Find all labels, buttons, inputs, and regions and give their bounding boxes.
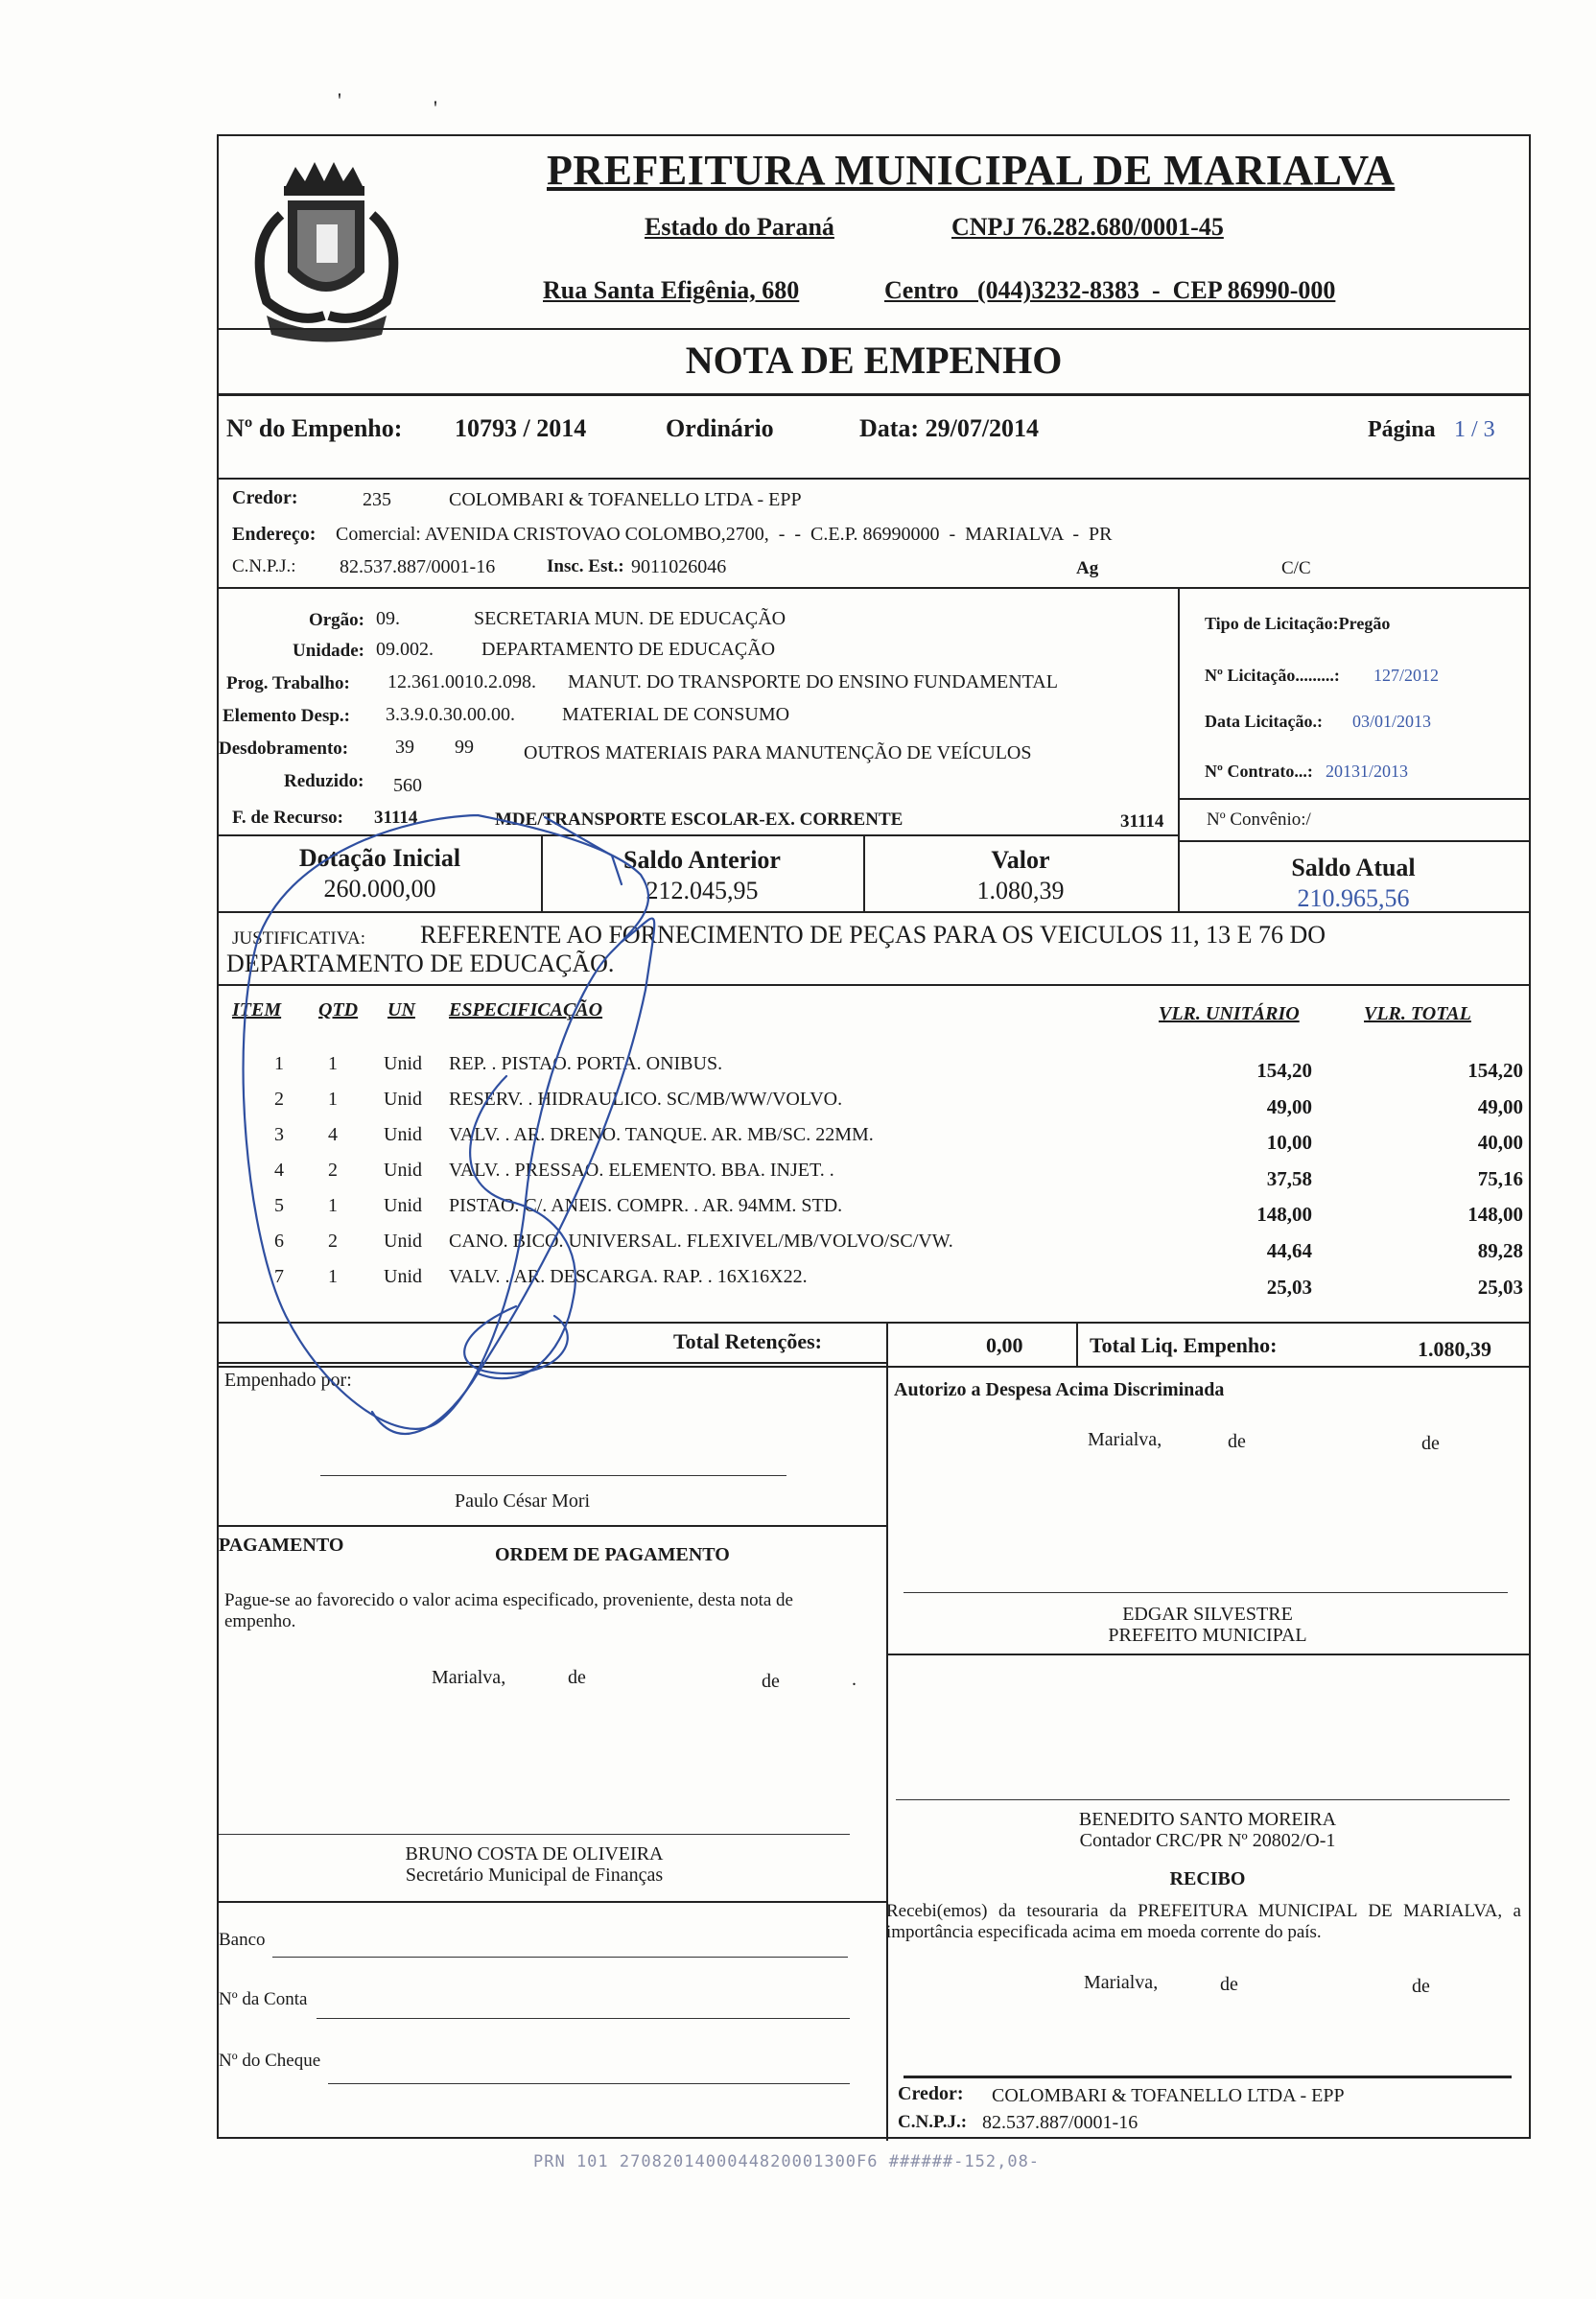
credor-address: Comercial: AVENIDA CRISTOVAO COLOMBO,2700, - - C.E.P. 86990000 - MARIALVA - PR [336,524,1113,545]
pagamento-label: PAGAMENTO [219,1535,344,1556]
top-mark: ' [338,88,341,112]
ordem-pagamento-label: ORDEM DE PAGAMENTO [495,1544,730,1565]
item-unit: Unid [384,1160,422,1181]
pagamento-dot: . [852,1669,857,1690]
fonte-label: F. de Recurso: [232,808,343,828]
recibo-credor-label: Credor: [898,2083,964,2104]
pagamento-de-1: de [568,1667,586,1688]
justificativa-text-2: DEPARTAMENTO DE EDUCAÇÃO. [226,950,615,977]
item-number: 3 [274,1124,284,1145]
item-total: 75,16 [1477,1166,1523,1190]
item-number: 2 [274,1089,284,1110]
org-address: Rua Santa Efigênia, 680 [543,276,800,304]
col-qtd: QTD [318,999,359,1020]
col-un: UN [387,999,415,1020]
licitacao-data: 03/01/2013 [1352,712,1432,731]
org-title: PREFEITURA MUNICIPAL DE MARIALVA [547,147,1396,194]
item-description: CANO. BICO. UNIVERSAL. FLEXIVEL/MB/VOLVO/SC/VW. [449,1231,953,1252]
prog-name: MANUT. DO TRANSPORTE DO ENSINO FUNDAMENTAL [568,671,1058,692]
pagamento-marialva: Marialva, [432,1667,506,1688]
contador-name: BENEDITO SANTO MOREIRA [1078,1809,1337,1830]
prefeito-name: EDGAR SILVESTRE [1122,1604,1293,1625]
col-unit: VLR. UNITÁRIO [1159,1003,1300,1024]
dotacao-value: 260.000,00 [323,875,436,903]
liquido-label: Total Liq. Empenho: [1090,1333,1278,1357]
item-total: 89,28 [1477,1239,1523,1262]
desd-label: Desdobramento: [219,739,349,759]
item-description: PISTAO. C/. ANEIS. COMPR. . AR. 94MM. STD. [449,1195,843,1216]
item-description: VALV. . AR. DRENO. TANQUE. AR. MB/SC. 22MM. [449,1124,874,1145]
elem-name: MATERIAL DE CONSUMO [562,704,790,725]
item-qtd: 1 [328,1053,338,1074]
justificativa-text-1: REFERENTE AO FORNECIMENTO DE PEÇAS PARA OS VEICULOS 11, 13 E 76 DO [420,921,1326,949]
justificativa-label: JUSTIFICATIVA: [232,928,366,949]
item-unit: Unid [384,1089,422,1110]
ag-label: Ag [1076,558,1099,578]
item-total: 154,20 [1467,1059,1523,1082]
coat-of-arms-icon [228,157,425,344]
recibo-text: Recebi(emos) da tesouraria da PREFEITURA MUNICIPAL DE MARIALVA, a importância especificada acima em moeda corrente do país. [886,1901,1521,1942]
orgao-label: Orgão: [308,610,364,630]
elem-code: 3.3.9.0.30.00.00. [386,704,515,725]
item-number: 7 [274,1266,284,1287]
secretario-title: Secretário Municipal de Finanças [405,1865,664,1886]
autorizo-de-2: de [1421,1433,1440,1454]
state-label: Estado do Paraná [645,213,834,241]
autorizo-marialva: Marialva, [1088,1429,1162,1450]
item-total: 148,00 [1467,1203,1523,1227]
col-item: ITEM [232,999,282,1020]
empenho-number-label: Nº do Empenho: [226,414,403,442]
desd-name: OUTROS MATERIAIS PARA MANUTENÇÃO DE VEÍCULOS [524,742,1032,763]
item-unit: Unid [384,1053,422,1074]
reduzido-value: 560 [393,775,422,796]
contrato-label: Nº Contrato...: [1205,762,1313,781]
unidade-code: 09.002. [376,639,434,660]
item-unit: Unid [384,1231,422,1252]
item-unit-price: 25,03 [1266,1275,1312,1299]
empenhado-name: Paulo César Mori [455,1490,591,1512]
empenho-date: Data: 29/07/2014 [859,414,1040,442]
recibo-credor: COLOMBARI & TOFANELLO LTDA - EPP [992,2085,1345,2106]
empenho-type: Ordinário [666,414,774,442]
item-unit-price: 148,00 [1256,1203,1312,1227]
retencoes-value: 0,00 [986,1333,1023,1357]
pagamento-text: Pague-se ao favorecido o valor acima especificado, proveniente, desta nota de empenho. [224,1590,793,1631]
contrato-value: 20131/2013 [1326,762,1409,781]
org-cnpj: CNPJ 76.282.680/0001-45 [951,213,1224,241]
credor-label: Credor: [232,487,298,508]
item-qtd: 2 [328,1231,338,1252]
item-unit-price: 44,64 [1266,1239,1312,1262]
page-value: 1 / 3 [1454,417,1495,442]
recibo-de-2: de [1412,1976,1430,1997]
credor-cnpj: 82.537.887/0001-16 [340,556,496,577]
item-qtd: 1 [328,1266,338,1287]
liquido-value: 1.080,39 [1418,1337,1491,1361]
page-label: Página [1368,417,1436,442]
recibo-marialva: Marialva, [1084,1972,1159,1993]
prefeito-title: PREFEITO MUNICIPAL [1108,1625,1307,1646]
valor-label: Valor [991,846,1050,874]
item-description: VALV. . PRESSAO. ELEMENTO. BBA. INJET. . [449,1160,834,1181]
col-total: VLR. TOTAL [1364,1003,1471,1024]
cheque-label: Nº do Cheque [219,2051,321,2071]
prog-label: Prog. Trabalho: [226,673,350,693]
contador-title: Contador CRC/PR Nº 20802/O-1 [1079,1830,1336,1851]
valor-value: 1.080,39 [976,877,1065,904]
recibo-de-1: de [1220,1974,1238,1995]
item-number: 5 [274,1195,284,1216]
saldo-anterior-value: 212.045,95 [645,877,759,904]
ie-label: Insc. Est.: [547,556,624,576]
reduzido-label: Reduzido: [284,771,364,791]
licitacao-numero-label: Nº Licitação.........: [1205,666,1340,685]
item-qtd: 1 [328,1089,338,1110]
item-qtd: 1 [328,1195,338,1216]
item-unit-price: 37,58 [1266,1166,1312,1190]
convenio-label: Nº Convênio:/ [1207,809,1311,830]
pagamento-de-2: de [762,1671,780,1692]
licitacao-data-label: Data Licitação.: [1205,712,1323,731]
item-qtd: 2 [328,1160,338,1181]
item-description: RESERV. . HIDRAULICO. SC/MB/WW/VOLVO. [449,1089,843,1110]
item-unit: Unid [384,1124,422,1145]
item-description: REP. . PISTAO. PORTA. ONIBUS. [449,1053,723,1074]
orgao-name: SECRETARIA MUN. DE EDUCAÇÃO [474,608,786,629]
credor-code: 235 [363,489,391,510]
item-unit-price: 154,20 [1256,1059,1312,1082]
empenhado-label: Empenhado por: [224,1370,352,1391]
credor-name: COLOMBARI & TOFANELLO LTDA - EPP [449,489,802,510]
secretario-name: BRUNO COSTA DE OLIVEIRA [405,1843,664,1865]
licitacao-numero: 127/2012 [1373,666,1440,685]
recibo-cnpj-label: C.N.P.J.: [898,2112,968,2132]
dotacao-label: Dotação Inicial [298,844,461,872]
item-total: 25,03 [1477,1275,1523,1299]
handwritten-signature [161,798,1120,1508]
unidade-label: Unidade: [293,641,364,661]
autorizo-text: Autorizo a Despesa Acima Discriminada [894,1379,1225,1400]
item-number: 1 [274,1053,284,1074]
item-qtd: 4 [328,1124,338,1145]
recibo-title: RECIBO [1169,1868,1246,1889]
document-title: NOTA DE EMPENHO [685,339,1063,382]
retencoes-label: Total Retenções: [673,1329,822,1353]
item-number: 6 [274,1231,284,1252]
desd-code1: 39 [395,737,414,758]
document-frame [217,134,1531,2139]
banco-label: Banco [219,1930,266,1950]
elem-label: Elemento Desp.: [223,706,350,726]
item-unit-price: 49,00 [1266,1094,1312,1118]
top-mark-2: ' [434,96,437,120]
footer-stamp: PRN 101 2708201400044820001300F6 ######-152,08- [533,2152,1041,2171]
item-description: VALV. . AR. DESCARGA. RAP. . 16X16X22. [449,1266,808,1287]
recibo-cnpj: 82.537.887/0001-16 [982,2112,1138,2133]
prog-code: 12.361.0010.2.098. [387,671,536,692]
item-unit: Unid [384,1195,422,1216]
endereco-label: Endereço: [232,524,317,545]
item-unit-price: 10,00 [1266,1131,1312,1155]
empenho-number: 10793 / 2014 [455,414,587,442]
unidade-name: DEPARTAMENTO DE EDUCAÇÃO [481,639,776,660]
desd-code2: 99 [455,737,474,758]
fonte-code-2: 31114 [1120,811,1164,832]
org-address-rest: Centro (044)3232-8383 - CEP 86990-000 [884,276,1336,304]
item-number: 4 [274,1160,284,1181]
conta-label: Nº da Conta [219,1989,308,2009]
licitacao-tipo: Tipo de Licitação:Pregão [1205,614,1391,633]
autorizo-de-1: de [1228,1431,1246,1452]
saldo-atual-label: Saldo Atual [1291,854,1416,881]
fonte-name: MDE/TRANSPORTE ESCOLAR-EX. CORRENTE [495,809,904,830]
col-espec: ESPECIFICAÇÃO [449,999,603,1020]
item-total: 49,00 [1477,1094,1523,1118]
saldo-atual-value: 210.965,56 [1297,884,1410,912]
cc-label: C/C [1281,558,1311,578]
item-unit: Unid [384,1266,422,1287]
credor-ie: 9011026046 [631,556,727,577]
item-total: 40,00 [1477,1131,1523,1155]
cnpj-label: C.N.P.J.: [232,556,296,576]
saldo-anterior-label: Saldo Anterior [623,846,781,874]
orgao-code: 09. [376,608,400,629]
fonte-code: 31114 [374,808,418,828]
